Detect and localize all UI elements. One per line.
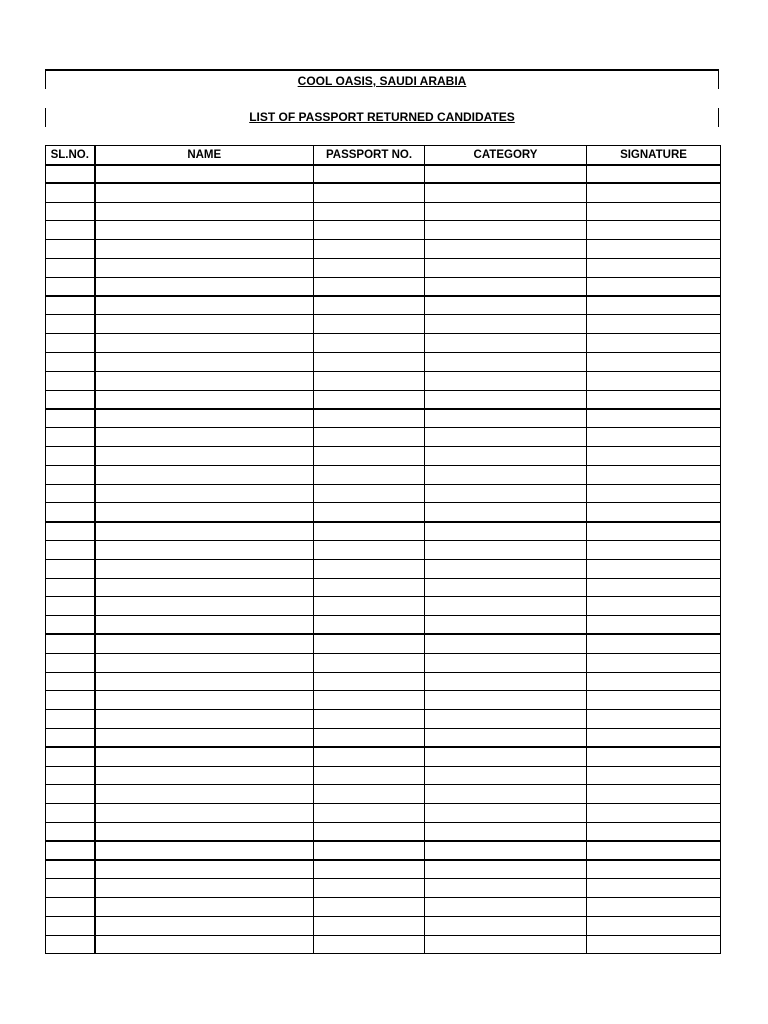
signature-cell bbox=[587, 428, 721, 447]
sl-no-cell bbox=[46, 804, 95, 823]
name-cell bbox=[95, 428, 314, 447]
table-row bbox=[46, 428, 721, 447]
sl-no-cell bbox=[46, 484, 95, 503]
table-row bbox=[46, 277, 721, 296]
signature-cell bbox=[587, 465, 721, 484]
passport-no-cell bbox=[314, 277, 425, 296]
signature-cell bbox=[587, 578, 721, 597]
sl-no-cell bbox=[46, 634, 95, 653]
name-cell bbox=[95, 315, 314, 334]
category-cell bbox=[425, 277, 587, 296]
category-cell bbox=[425, 860, 587, 879]
table-row bbox=[46, 935, 721, 954]
category-cell bbox=[425, 597, 587, 616]
category-cell bbox=[425, 352, 587, 371]
passport-no-cell bbox=[314, 409, 425, 428]
signature-cell bbox=[587, 879, 721, 898]
signature-cell bbox=[587, 202, 721, 221]
column-header-sl-no: SL.NO. bbox=[46, 146, 95, 165]
table-row bbox=[46, 240, 721, 259]
name-cell bbox=[95, 484, 314, 503]
sl-no-cell bbox=[46, 578, 95, 597]
table-row bbox=[46, 766, 721, 785]
category-cell bbox=[425, 898, 587, 917]
passport-no-cell bbox=[314, 484, 425, 503]
table-row bbox=[46, 296, 721, 315]
passport-no-cell bbox=[314, 503, 425, 522]
name-cell bbox=[95, 390, 314, 409]
sl-no-cell bbox=[46, 334, 95, 353]
table-row bbox=[46, 371, 721, 390]
passport-no-cell bbox=[314, 258, 425, 277]
table-row bbox=[46, 409, 721, 428]
category-cell bbox=[425, 879, 587, 898]
sl-no-cell bbox=[46, 540, 95, 559]
category-cell bbox=[425, 258, 587, 277]
category-cell bbox=[425, 428, 587, 447]
sl-no-cell bbox=[46, 503, 95, 522]
sl-no-cell bbox=[46, 446, 95, 465]
signature-cell bbox=[587, 898, 721, 917]
category-cell bbox=[425, 916, 587, 935]
table-row bbox=[46, 446, 721, 465]
document-title-box bbox=[45, 69, 719, 89]
sl-no-cell bbox=[46, 409, 95, 428]
category-cell bbox=[425, 446, 587, 465]
table-row bbox=[46, 785, 721, 804]
name-cell bbox=[95, 728, 314, 747]
signature-cell bbox=[587, 616, 721, 635]
signature-cell bbox=[587, 165, 721, 184]
table-row bbox=[46, 616, 721, 635]
passport-no-cell bbox=[314, 747, 425, 766]
category-cell bbox=[425, 578, 587, 597]
category-cell bbox=[425, 221, 587, 240]
name-cell bbox=[95, 258, 314, 277]
name-cell bbox=[95, 634, 314, 653]
category-cell bbox=[425, 804, 587, 823]
name-cell bbox=[95, 841, 314, 860]
passport-no-cell bbox=[314, 522, 425, 541]
category-cell bbox=[425, 747, 587, 766]
table-row bbox=[46, 747, 721, 766]
signature-cell bbox=[587, 559, 721, 578]
passport-no-cell bbox=[314, 710, 425, 729]
category-cell bbox=[425, 766, 587, 785]
passport-no-cell bbox=[314, 672, 425, 691]
passport-no-cell bbox=[314, 371, 425, 390]
category-cell bbox=[425, 409, 587, 428]
column-header-passport-no: PASSPORT NO. bbox=[314, 146, 425, 165]
table-header-row bbox=[46, 146, 721, 165]
table-row bbox=[46, 710, 721, 729]
passport-no-cell bbox=[314, 390, 425, 409]
column-header-category: CATEGORY bbox=[425, 146, 587, 165]
sl-no-cell bbox=[46, 672, 95, 691]
sl-no-cell bbox=[46, 653, 95, 672]
passport-no-cell bbox=[314, 766, 425, 785]
column-header-signature: SIGNATURE bbox=[587, 146, 721, 165]
signature-cell bbox=[587, 258, 721, 277]
signature-cell bbox=[587, 334, 721, 353]
signature-cell bbox=[587, 240, 721, 259]
name-cell bbox=[95, 409, 314, 428]
signature-cell bbox=[587, 390, 721, 409]
passport-no-cell bbox=[314, 597, 425, 616]
signature-cell bbox=[587, 710, 721, 729]
table-row bbox=[46, 822, 721, 841]
table-row bbox=[46, 841, 721, 860]
category-cell bbox=[425, 503, 587, 522]
category-cell bbox=[425, 935, 587, 954]
category-cell bbox=[425, 522, 587, 541]
sl-no-cell bbox=[46, 352, 95, 371]
passport-no-cell bbox=[314, 804, 425, 823]
signature-cell bbox=[587, 785, 721, 804]
name-cell bbox=[95, 277, 314, 296]
table-row bbox=[46, 202, 721, 221]
table-row bbox=[46, 390, 721, 409]
name-cell bbox=[95, 371, 314, 390]
category-cell bbox=[425, 202, 587, 221]
signature-cell bbox=[587, 672, 721, 691]
sl-no-cell bbox=[46, 879, 95, 898]
passport-no-cell bbox=[314, 559, 425, 578]
sl-no-cell bbox=[46, 822, 95, 841]
signature-cell bbox=[587, 446, 721, 465]
table-row bbox=[46, 315, 721, 334]
category-cell bbox=[425, 390, 587, 409]
category-cell bbox=[425, 240, 587, 259]
table-row bbox=[46, 352, 721, 371]
name-cell bbox=[95, 221, 314, 240]
category-cell bbox=[425, 165, 587, 184]
sl-no-cell bbox=[46, 916, 95, 935]
document-subtitle-box bbox=[45, 108, 719, 127]
passport-no-cell bbox=[314, 240, 425, 259]
passport-no-cell bbox=[314, 428, 425, 447]
category-cell bbox=[425, 822, 587, 841]
passport-no-cell bbox=[314, 841, 425, 860]
name-cell bbox=[95, 860, 314, 879]
signature-cell bbox=[587, 540, 721, 559]
passport-no-cell bbox=[314, 221, 425, 240]
sl-no-cell bbox=[46, 202, 95, 221]
document-title: COOL OASIS, SAUDI ARABIA bbox=[297, 74, 467, 88]
name-cell bbox=[95, 822, 314, 841]
table-row bbox=[46, 559, 721, 578]
sl-no-cell bbox=[46, 315, 95, 334]
candidates-table bbox=[45, 145, 721, 954]
sl-no-cell bbox=[46, 465, 95, 484]
passport-no-cell bbox=[314, 352, 425, 371]
signature-cell bbox=[587, 766, 721, 785]
signature-cell bbox=[587, 371, 721, 390]
name-cell bbox=[95, 183, 314, 202]
category-cell bbox=[425, 841, 587, 860]
sl-no-cell bbox=[46, 841, 95, 860]
signature-cell bbox=[587, 484, 721, 503]
passport-no-cell bbox=[314, 616, 425, 635]
category-cell bbox=[425, 484, 587, 503]
passport-no-cell bbox=[314, 296, 425, 315]
passport-no-cell bbox=[314, 634, 425, 653]
name-cell bbox=[95, 522, 314, 541]
name-cell bbox=[95, 691, 314, 710]
table-row bbox=[46, 804, 721, 823]
signature-cell bbox=[587, 747, 721, 766]
table-row bbox=[46, 634, 721, 653]
table-row bbox=[46, 258, 721, 277]
signature-cell bbox=[587, 503, 721, 522]
name-cell bbox=[95, 898, 314, 917]
category-cell bbox=[425, 334, 587, 353]
name-cell bbox=[95, 747, 314, 766]
name-cell bbox=[95, 672, 314, 691]
name-cell bbox=[95, 653, 314, 672]
sl-no-cell bbox=[46, 183, 95, 202]
table-row bbox=[46, 691, 721, 710]
sl-no-cell bbox=[46, 616, 95, 635]
passport-no-cell bbox=[314, 183, 425, 202]
signature-cell bbox=[587, 935, 721, 954]
table-row bbox=[46, 916, 721, 935]
passport-no-cell bbox=[314, 785, 425, 804]
name-cell bbox=[95, 710, 314, 729]
name-cell bbox=[95, 296, 314, 315]
table-row bbox=[46, 879, 721, 898]
signature-cell bbox=[587, 296, 721, 315]
table-row bbox=[46, 860, 721, 879]
sl-no-cell bbox=[46, 898, 95, 917]
name-cell bbox=[95, 578, 314, 597]
signature-cell bbox=[587, 277, 721, 296]
name-cell bbox=[95, 879, 314, 898]
name-cell bbox=[95, 503, 314, 522]
signature-cell bbox=[587, 916, 721, 935]
passport-no-cell bbox=[314, 916, 425, 935]
sl-no-cell bbox=[46, 258, 95, 277]
table-row bbox=[46, 728, 721, 747]
name-cell bbox=[95, 334, 314, 353]
table-row bbox=[46, 540, 721, 559]
name-cell bbox=[95, 785, 314, 804]
passport-no-cell bbox=[314, 446, 425, 465]
table-row bbox=[46, 183, 721, 202]
name-cell bbox=[95, 597, 314, 616]
category-cell bbox=[425, 785, 587, 804]
name-cell bbox=[95, 935, 314, 954]
name-cell bbox=[95, 202, 314, 221]
signature-cell bbox=[587, 315, 721, 334]
name-cell bbox=[95, 766, 314, 785]
sl-no-cell bbox=[46, 860, 95, 879]
category-cell bbox=[425, 183, 587, 202]
passport-no-cell bbox=[314, 935, 425, 954]
passport-no-cell bbox=[314, 578, 425, 597]
sl-no-cell bbox=[46, 428, 95, 447]
sl-no-cell bbox=[46, 785, 95, 804]
name-cell bbox=[95, 540, 314, 559]
passport-no-cell bbox=[314, 334, 425, 353]
signature-cell bbox=[587, 634, 721, 653]
passport-no-cell bbox=[314, 691, 425, 710]
category-cell bbox=[425, 559, 587, 578]
category-cell bbox=[425, 371, 587, 390]
table-row bbox=[46, 334, 721, 353]
category-cell bbox=[425, 691, 587, 710]
sl-no-cell bbox=[46, 710, 95, 729]
category-cell bbox=[425, 616, 587, 635]
category-cell bbox=[425, 296, 587, 315]
passport-no-cell bbox=[314, 728, 425, 747]
signature-cell bbox=[587, 221, 721, 240]
table-row bbox=[46, 221, 721, 240]
category-cell bbox=[425, 728, 587, 747]
table-row bbox=[46, 672, 721, 691]
name-cell bbox=[95, 446, 314, 465]
table-row bbox=[46, 165, 721, 184]
signature-cell bbox=[587, 860, 721, 879]
sl-no-cell bbox=[46, 371, 95, 390]
sl-no-cell bbox=[46, 691, 95, 710]
table-row bbox=[46, 653, 721, 672]
passport-no-cell bbox=[314, 898, 425, 917]
passport-no-cell bbox=[314, 653, 425, 672]
sl-no-cell bbox=[46, 240, 95, 259]
column-header-name: NAME bbox=[95, 146, 314, 165]
table-row bbox=[46, 597, 721, 616]
name-cell bbox=[95, 352, 314, 371]
table-row bbox=[46, 522, 721, 541]
sl-no-cell bbox=[46, 728, 95, 747]
category-cell bbox=[425, 710, 587, 729]
table-row bbox=[46, 578, 721, 597]
table-body bbox=[46, 165, 721, 954]
category-cell bbox=[425, 465, 587, 484]
name-cell bbox=[95, 240, 314, 259]
name-cell bbox=[95, 916, 314, 935]
sl-no-cell bbox=[46, 277, 95, 296]
sl-no-cell bbox=[46, 559, 95, 578]
sl-no-cell bbox=[46, 221, 95, 240]
passport-no-cell bbox=[314, 315, 425, 334]
category-cell bbox=[425, 672, 587, 691]
table-row bbox=[46, 898, 721, 917]
signature-cell bbox=[587, 522, 721, 541]
table-row bbox=[46, 503, 721, 522]
passport-no-cell bbox=[314, 165, 425, 184]
signature-cell bbox=[587, 822, 721, 841]
passport-no-cell bbox=[314, 465, 425, 484]
name-cell bbox=[95, 465, 314, 484]
signature-cell bbox=[587, 841, 721, 860]
sl-no-cell bbox=[46, 935, 95, 954]
name-cell bbox=[95, 165, 314, 184]
sl-no-cell bbox=[46, 747, 95, 766]
category-cell bbox=[425, 315, 587, 334]
passport-no-cell bbox=[314, 879, 425, 898]
passport-no-cell bbox=[314, 202, 425, 221]
passport-no-cell bbox=[314, 540, 425, 559]
signature-cell bbox=[587, 691, 721, 710]
passport-no-cell bbox=[314, 860, 425, 879]
signature-cell bbox=[587, 653, 721, 672]
name-cell bbox=[95, 559, 314, 578]
category-cell bbox=[425, 653, 587, 672]
category-cell bbox=[425, 540, 587, 559]
document-subtitle: LIST OF PASSPORT RETURNED CANDIDATES bbox=[249, 110, 515, 124]
signature-cell bbox=[587, 728, 721, 747]
signature-cell bbox=[587, 183, 721, 202]
table-row bbox=[46, 484, 721, 503]
sl-no-cell bbox=[46, 522, 95, 541]
passport-no-cell bbox=[314, 822, 425, 841]
sl-no-cell bbox=[46, 296, 95, 315]
sl-no-cell bbox=[46, 597, 95, 616]
sl-no-cell bbox=[46, 390, 95, 409]
signature-cell bbox=[587, 597, 721, 616]
name-cell bbox=[95, 804, 314, 823]
sl-no-cell bbox=[46, 165, 95, 184]
sl-no-cell bbox=[46, 766, 95, 785]
signature-cell bbox=[587, 804, 721, 823]
signature-cell bbox=[587, 409, 721, 428]
table-row bbox=[46, 465, 721, 484]
category-cell bbox=[425, 634, 587, 653]
name-cell bbox=[95, 616, 314, 635]
signature-cell bbox=[587, 352, 721, 371]
